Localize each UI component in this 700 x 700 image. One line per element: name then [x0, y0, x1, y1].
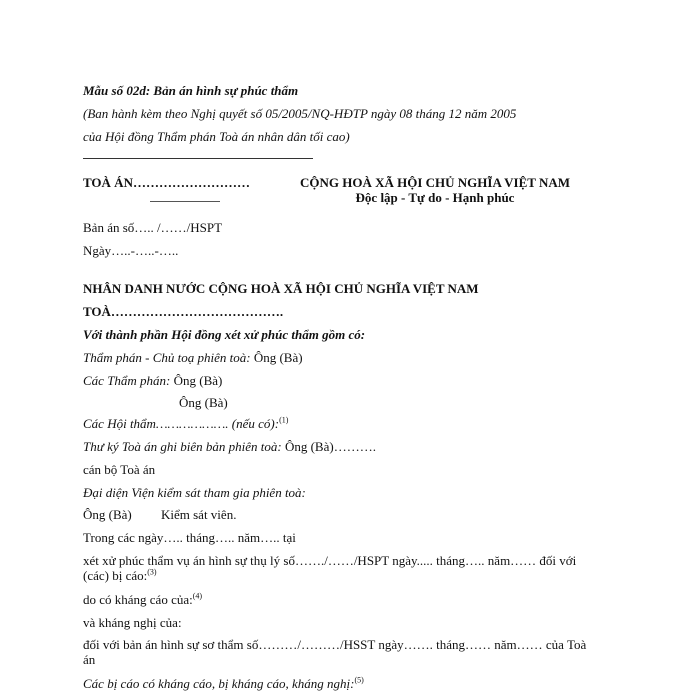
defendants-label: (các) bị cáo:: [83, 568, 148, 583]
defendants-line: [83, 568, 157, 584]
protest-by-line: và kháng nghị của:: [83, 615, 182, 630]
clerk-line: [83, 439, 376, 455]
jurors-label: Các Hội thẩm………………. (nếu có):: [83, 416, 280, 431]
court-underline: [150, 201, 220, 202]
clerk-value: Ông (Bà)……….: [281, 439, 376, 454]
nation-name: CỘNG HOÀ XÃ HỘI CHỦ NGHĨA VIỆT NAM: [299, 175, 571, 190]
first-instance-line-2: án: [83, 652, 96, 667]
nation-motto: Độc lập - Tự do - Hạnh phúc: [355, 190, 515, 205]
panel-heading: Với thành phần Hội đồng xét xử phúc thẩm gồm có:: [83, 327, 366, 342]
judges-label: Các Thẩm phán:: [83, 373, 171, 388]
defendants-footnote-ref: (3): [147, 567, 157, 577]
presiding-judge-line: [83, 350, 303, 366]
separator-rule: [83, 158, 313, 159]
judgment-heading: NHÂN DANH NƯỚC CỘNG HOÀ XÃ HỘI CHỦ NGHĨA VIỆT NAM: [83, 281, 479, 296]
clerk-label: Thư ký Toà án ghi biên bản phiên toà:: [83, 439, 282, 454]
court-name-header: TOÀ ÁN………………………: [83, 175, 250, 190]
trial-dates-line: Trong các ngày….. tháng….. năm….. tại: [83, 530, 296, 545]
issued-note-line1: (Ban hành kèm theo Nghị quyết số 05/2005/NQ-HĐTP ngày 08 tháng 12 năm 2005: [83, 106, 517, 121]
presiding-judge-label: Thẩm phán - Chủ toạ phiên toà:: [83, 350, 251, 365]
case-date: Ngày…..-…..-…..: [83, 243, 179, 258]
appeal-by-label: do có kháng cáo của:: [83, 592, 193, 607]
trial-case-line: xét xử phúc thẩm vụ án hình sự thụ lý số……./……/HSPT ngày..... tháng….. năm…… đối với: [83, 553, 577, 568]
procuracy-person: Ông (Bà) Kiểm sát viên.: [83, 507, 237, 522]
jurors-footnote-ref: (1): [279, 415, 289, 425]
appellants-footnote-ref: (5): [354, 675, 364, 685]
appellants-label: Các bị cáo có kháng cáo, bị kháng cáo, kháng nghị:: [83, 676, 355, 691]
judges-value: Ông (Bà): [170, 373, 223, 388]
court-line: TOÀ………………………………….: [83, 304, 284, 319]
judges-value-2: Ông (Bà): [179, 395, 228, 410]
first-instance-line: đối với bản án hình sự sơ thẩm số………/………/HSST ngày……. tháng…… năm…… của Toà: [83, 637, 587, 652]
presiding-judge-value: Ông (Bà): [250, 350, 303, 365]
appeal-footnote-ref: (4): [192, 591, 203, 601]
case-number: Bản án số….. /……/HSPT: [83, 220, 223, 235]
appeal-by-line: [83, 592, 202, 608]
appellants-line: [83, 676, 364, 692]
issued-note-line2: của Hội đồng Thẩm phán Toà án nhân dân tối cao): [83, 129, 350, 144]
procuracy-label: Đại diện Viện kiểm sát tham gia phiên toà:: [83, 485, 306, 500]
judges-line: [83, 373, 222, 389]
jurors-line: [83, 416, 288, 432]
clerk-role: cán bộ Toà án: [83, 462, 156, 477]
form-title: Mẫu số 02d: Bản án hình sự phúc thẩm: [83, 83, 299, 98]
